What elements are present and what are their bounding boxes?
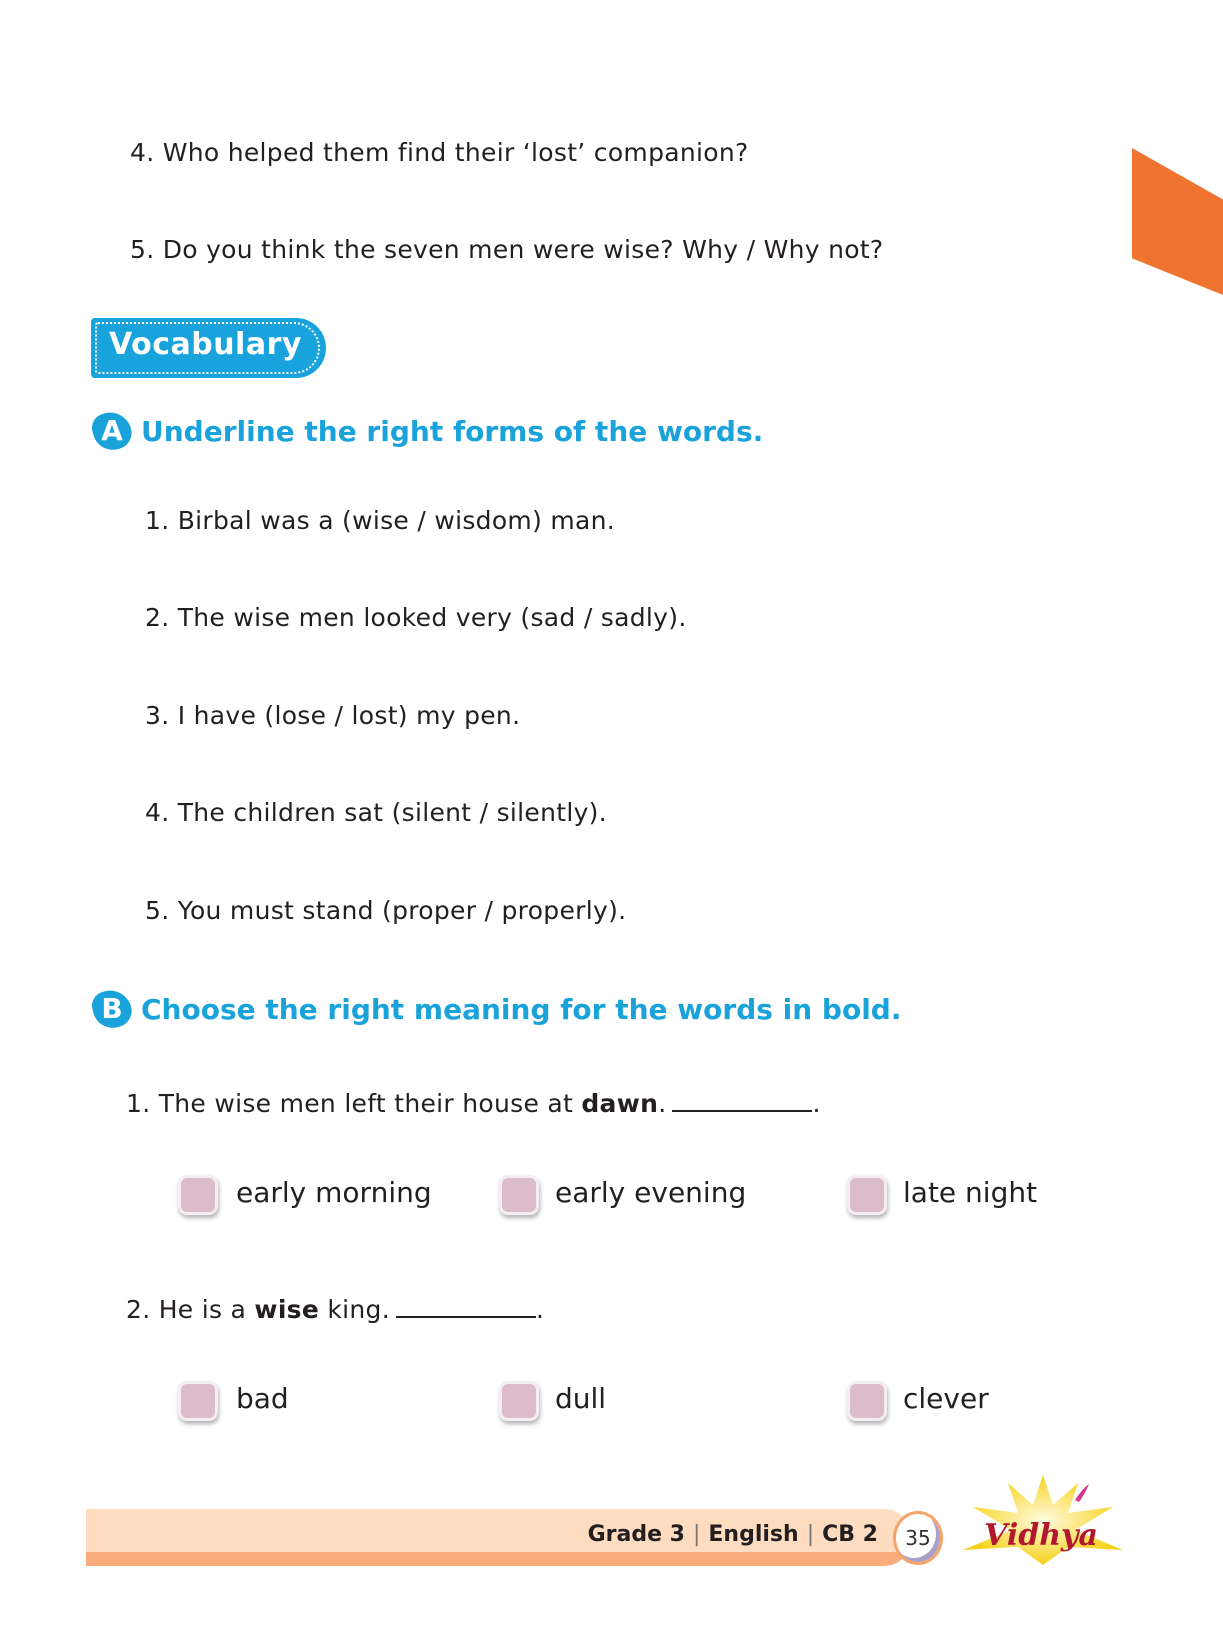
option-label: clever xyxy=(903,1382,989,1415)
checkbox-dull[interactable] xyxy=(499,1381,539,1421)
svg-text:Vidhya: Vidhya xyxy=(984,1518,1098,1553)
section-b-title: Choose the right meaning for the words in bold. xyxy=(141,992,902,1026)
vidhya-logo xyxy=(963,1475,1123,1575)
vocabulary-badge xyxy=(91,318,326,378)
question-b2: 2. He is a wise king. . xyxy=(126,1295,545,1324)
question-b1: 1. The wise men left their house at dawn. . xyxy=(126,1089,821,1118)
question-5: 5. Do you think the seven men were wise? Why / Why not? xyxy=(130,235,884,264)
option-label: early morning xyxy=(236,1176,432,1209)
checkbox-bad[interactable] xyxy=(178,1381,218,1421)
footer-grade: Grade 3 xyxy=(587,1522,685,1547)
list-item[interactable]: 1. Birbal was a (wise / wisdom) man. xyxy=(145,506,616,535)
list-item[interactable]: 5. You must stand (proper / properly). xyxy=(145,896,627,925)
section-a-heading xyxy=(91,410,763,452)
bold-word: dawn xyxy=(581,1089,659,1118)
option-label: dull xyxy=(555,1382,607,1415)
checkbox-late-night[interactable] xyxy=(847,1175,887,1215)
letter-a-icon: A xyxy=(91,410,133,452)
option-label: bad xyxy=(236,1382,289,1415)
list-item[interactable]: 4. The children sat (silent / silently). xyxy=(145,798,607,827)
checkbox-early-evening[interactable] xyxy=(499,1175,539,1215)
orange-side-tab xyxy=(1132,148,1223,295)
answer-blank[interactable] xyxy=(396,1316,536,1318)
list-item[interactable]: 2. The wise men looked very (sad / sadly). xyxy=(145,603,687,632)
footer-info: Grade 3 | English | CB 2 xyxy=(587,1522,878,1547)
letter-b-icon: B xyxy=(91,988,133,1030)
answer-blank[interactable] xyxy=(672,1110,812,1112)
bird-icon xyxy=(1075,1484,1089,1502)
section-b-heading xyxy=(91,988,901,1030)
list-item[interactable]: 3. I have (lose / lost) my pen. xyxy=(145,701,521,730)
checkbox-early-morning[interactable] xyxy=(178,1175,218,1215)
bold-word: wise xyxy=(254,1295,320,1324)
footer-book: CB 2 xyxy=(822,1522,878,1547)
option-label: early evening xyxy=(555,1176,747,1209)
section-a-title: Underline the right forms of the words. xyxy=(141,414,764,448)
footer-subject: English xyxy=(708,1522,799,1547)
vocabulary-label: Vocabulary xyxy=(109,327,302,362)
question-4: 4. Who helped them find their ‘lost’ companion? xyxy=(130,138,749,167)
page-number: 35 xyxy=(893,1511,943,1565)
checkbox-clever[interactable] xyxy=(847,1381,887,1421)
option-label: late night xyxy=(903,1176,1038,1209)
